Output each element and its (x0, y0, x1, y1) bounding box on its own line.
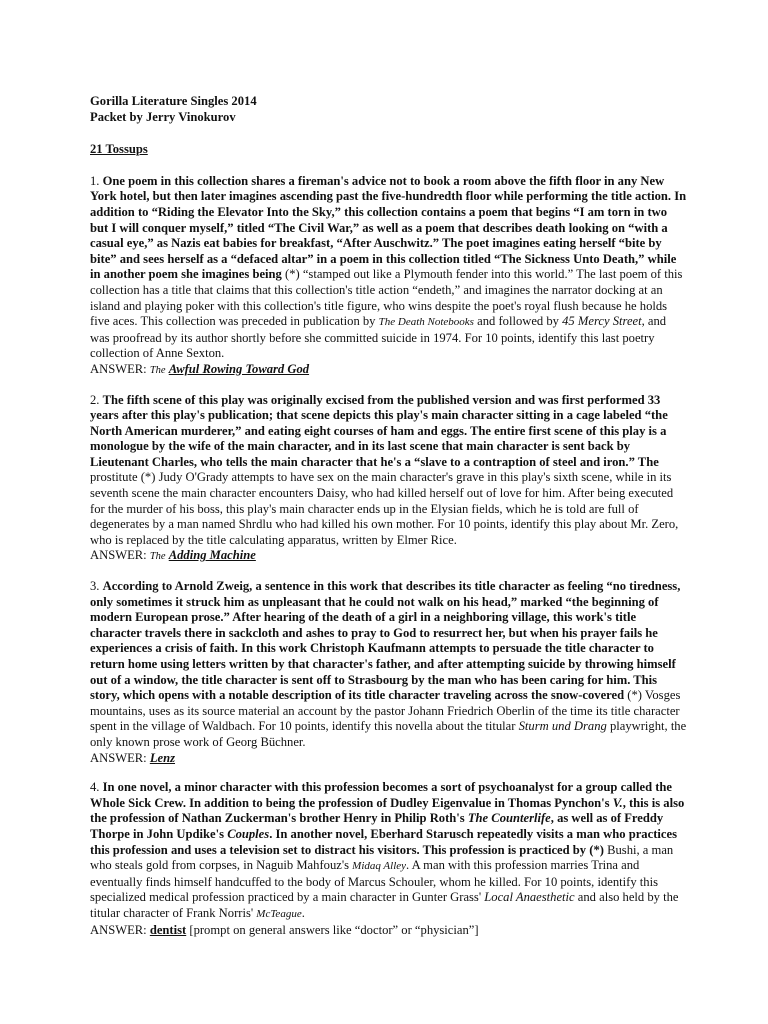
work-title: McTeague (256, 907, 302, 920)
clue-text: Bushi, a man who steals gold from corpses, in Naguib Mahfouz's (90, 842, 674, 873)
bold-clue-part: . In another novel, Eberhard Starusch repeatedly visits a man who practices this profession and uses a television set to distract his visitors. This profession is practiced by (90, 826, 677, 857)
power-mark: (*) (627, 688, 642, 703)
question-number: 4. (90, 780, 100, 795)
tossup-2 (90, 393, 688, 566)
answer-text: Awful Rowing Toward God (168, 361, 310, 376)
answer-label: ANSWER: (90, 750, 147, 765)
clue-text: playwright, the only known prose work of Georg Büchner. (90, 719, 687, 749)
clue-text: and followed by (477, 314, 559, 329)
answer-label: ANSWER: (90, 548, 147, 563)
bold-clue (90, 780, 684, 856)
answer-line (90, 548, 688, 565)
clue-text: . (301, 905, 305, 920)
work-title: Local Anaesthetic (484, 890, 575, 905)
answer-label: ANSWER: (90, 922, 147, 937)
bold-clue: According to Arnold Zweig, a sentence in this work that describes its title character as feeling “no tiredness, only sometimes it struck him as unpleasant that he could not walk on his head,” marked “the beginning of modern European prose.” After hearing of the death of a girl in a neighboring village, this work's title character travels there in sackcloth and ashes to pray to God to resurrect her, but when his prayer fails he experiences a crisis of faith. In this work Christoph Kaufmann attempts to persuade the title character to return home using letters written by that character's father, and after attempting suicide by throwing himself out of a window, the title character is sent off to Strasbourg by the man who has been caring for him. This story, which opens with a notable description of its title character traveling across the snow-covered (90, 579, 681, 703)
tossup-4 (90, 780, 688, 938)
power-mark: (*) (285, 267, 300, 282)
clue-text: “stamped out like a Plymouth fender into this world.” The last poem of this collection has a title that claims that this collection's title action “endeth,” and imagines the narrator docking at an island and playing poker with this collection's title figure, who wins despite the poet's royal flush because he holds five aces. This collection was preceded in publication by (90, 267, 683, 329)
work-title: Couples (227, 826, 270, 841)
answer-line (90, 751, 688, 767)
bold-clue-part: In one novel, a minor character with this profession becomes a sort of psychoanalyst for a group called the Whole Sick Crew. In addition to being the profession of Dudley Eigenvalue in Thomas Pynchon's (90, 780, 673, 810)
tossup-2-text (90, 393, 688, 549)
work-title: V. (612, 795, 623, 810)
answer-text: dentist (149, 922, 187, 937)
bold-clue: The fifth scene of this play was originally excised from the published version and was first performed 33 years after this play's publication; that scene depicts this play's main character sitting in a cage labeled “the North American murderer,” and eating eight courses of ham and eggs. The entire first scene of this play is a monologue by the wife of the main character, and in its last scene that main character is sent back by Lieutenant Charles, who tells the main character that he's a “slave to a contraption of steel and iron.” The (90, 392, 668, 469)
answer-label: ANSWER: (90, 361, 147, 376)
power-mark: (*) (140, 470, 156, 485)
packet-title: Gorilla Literature Singles 2014 (90, 94, 257, 108)
answer-prompt: [prompt on general answers like “doctor” or “physician”] (189, 922, 479, 937)
question-number: 2. (90, 392, 100, 407)
work-title: 45 Mercy Street (562, 314, 642, 329)
section-title: 21 Tossups (90, 142, 148, 157)
work-title: The Death Notebooks (378, 316, 474, 329)
answer-article: The (149, 364, 166, 376)
bold-clue: One poem in this collection shares a fireman's advice not to book a room above the fifth floor in any New York hotel, but then later imagines ascending past the five-hundredth floor while performing the title action. In addition to “Riding the Elevator Into the Sky,” this collection contains a poem that begins “I am torn in two but I will conquer myself,” titled “The Civil War,” as well as a poem that describes death looking on “with a casual eye,” as Nazis eat babies for breakfast, “After Auschwitz.” The poet imagines eating herself “bite by bite” and sees herself as a “defaced altar” in a poem in this collection titled “The Sickness Unto Death,” while in another poem she imagines being (90, 173, 687, 282)
clue-text: and also held by the titular character of Frank Norris' (90, 890, 679, 920)
clue-text: , and was proofread by its author shortly before she committed suicide in 1974. For 10 points, identify this last poetry collection of Anne Sexton. (90, 314, 667, 361)
clue-text: . A man with this profession marries Trina and eventually finds himself handcuffed to the body of Marcus Schouler, whom he killed. For 10 points, identify this specialized medical profession practiced by a main character in Gunter Grass' (90, 858, 658, 905)
clue-text: Vosges mountains, uses as its source material an account by the pastor Johann Friedrich Oberlin of the time its title character spent in the village of Waldbach. For 10 points, identify this novella about the titular (90, 688, 681, 734)
question-number: 1. (90, 173, 100, 188)
answer-line (90, 362, 688, 379)
answer-text: Lenz (149, 750, 176, 765)
tossup-1 (90, 174, 688, 379)
bold-clue-part: , as well as of Freddy Thorpe in John Updike's (90, 811, 664, 841)
answer-line (90, 923, 688, 939)
answer-text: Adding Machine (168, 548, 256, 563)
power-mark: (*) (589, 842, 604, 857)
tossup-1-text (90, 174, 688, 362)
work-title: The Counterlife (467, 811, 551, 826)
answer-article: The (149, 551, 166, 563)
clue-text: prostitute (90, 470, 138, 485)
work-title: Midaq Alley (352, 860, 407, 873)
question-number: 3. (90, 579, 100, 594)
clue-text: Judy O'Grady attempts to have sex on the main character's grave in this play's sixth scene, while in its seventh scene the main character encounters Daisy, who had killed herself out of love for him. After being executed for the murder of his boss, this play's main character ends up in the Elysian fields, which he is told are full of degenerates by a man named Shrdlu who had killed his own mother. For 10 points, identify this play about Mr. Zero, who is replaced by the title calculating apparatus, written by Elmer Rice. (90, 470, 679, 547)
tossup-3-text (90, 579, 688, 751)
packet-author: Packet by Jerry Vinokurov (90, 109, 236, 124)
work-title: Sturm und Drang (518, 719, 607, 734)
tossup-4-text (90, 780, 688, 922)
bold-clue-part: , this is also the profession of Nathan Zuckerman's brother Henry in Philip Roth's (90, 795, 685, 826)
tossup-3 (90, 579, 688, 766)
